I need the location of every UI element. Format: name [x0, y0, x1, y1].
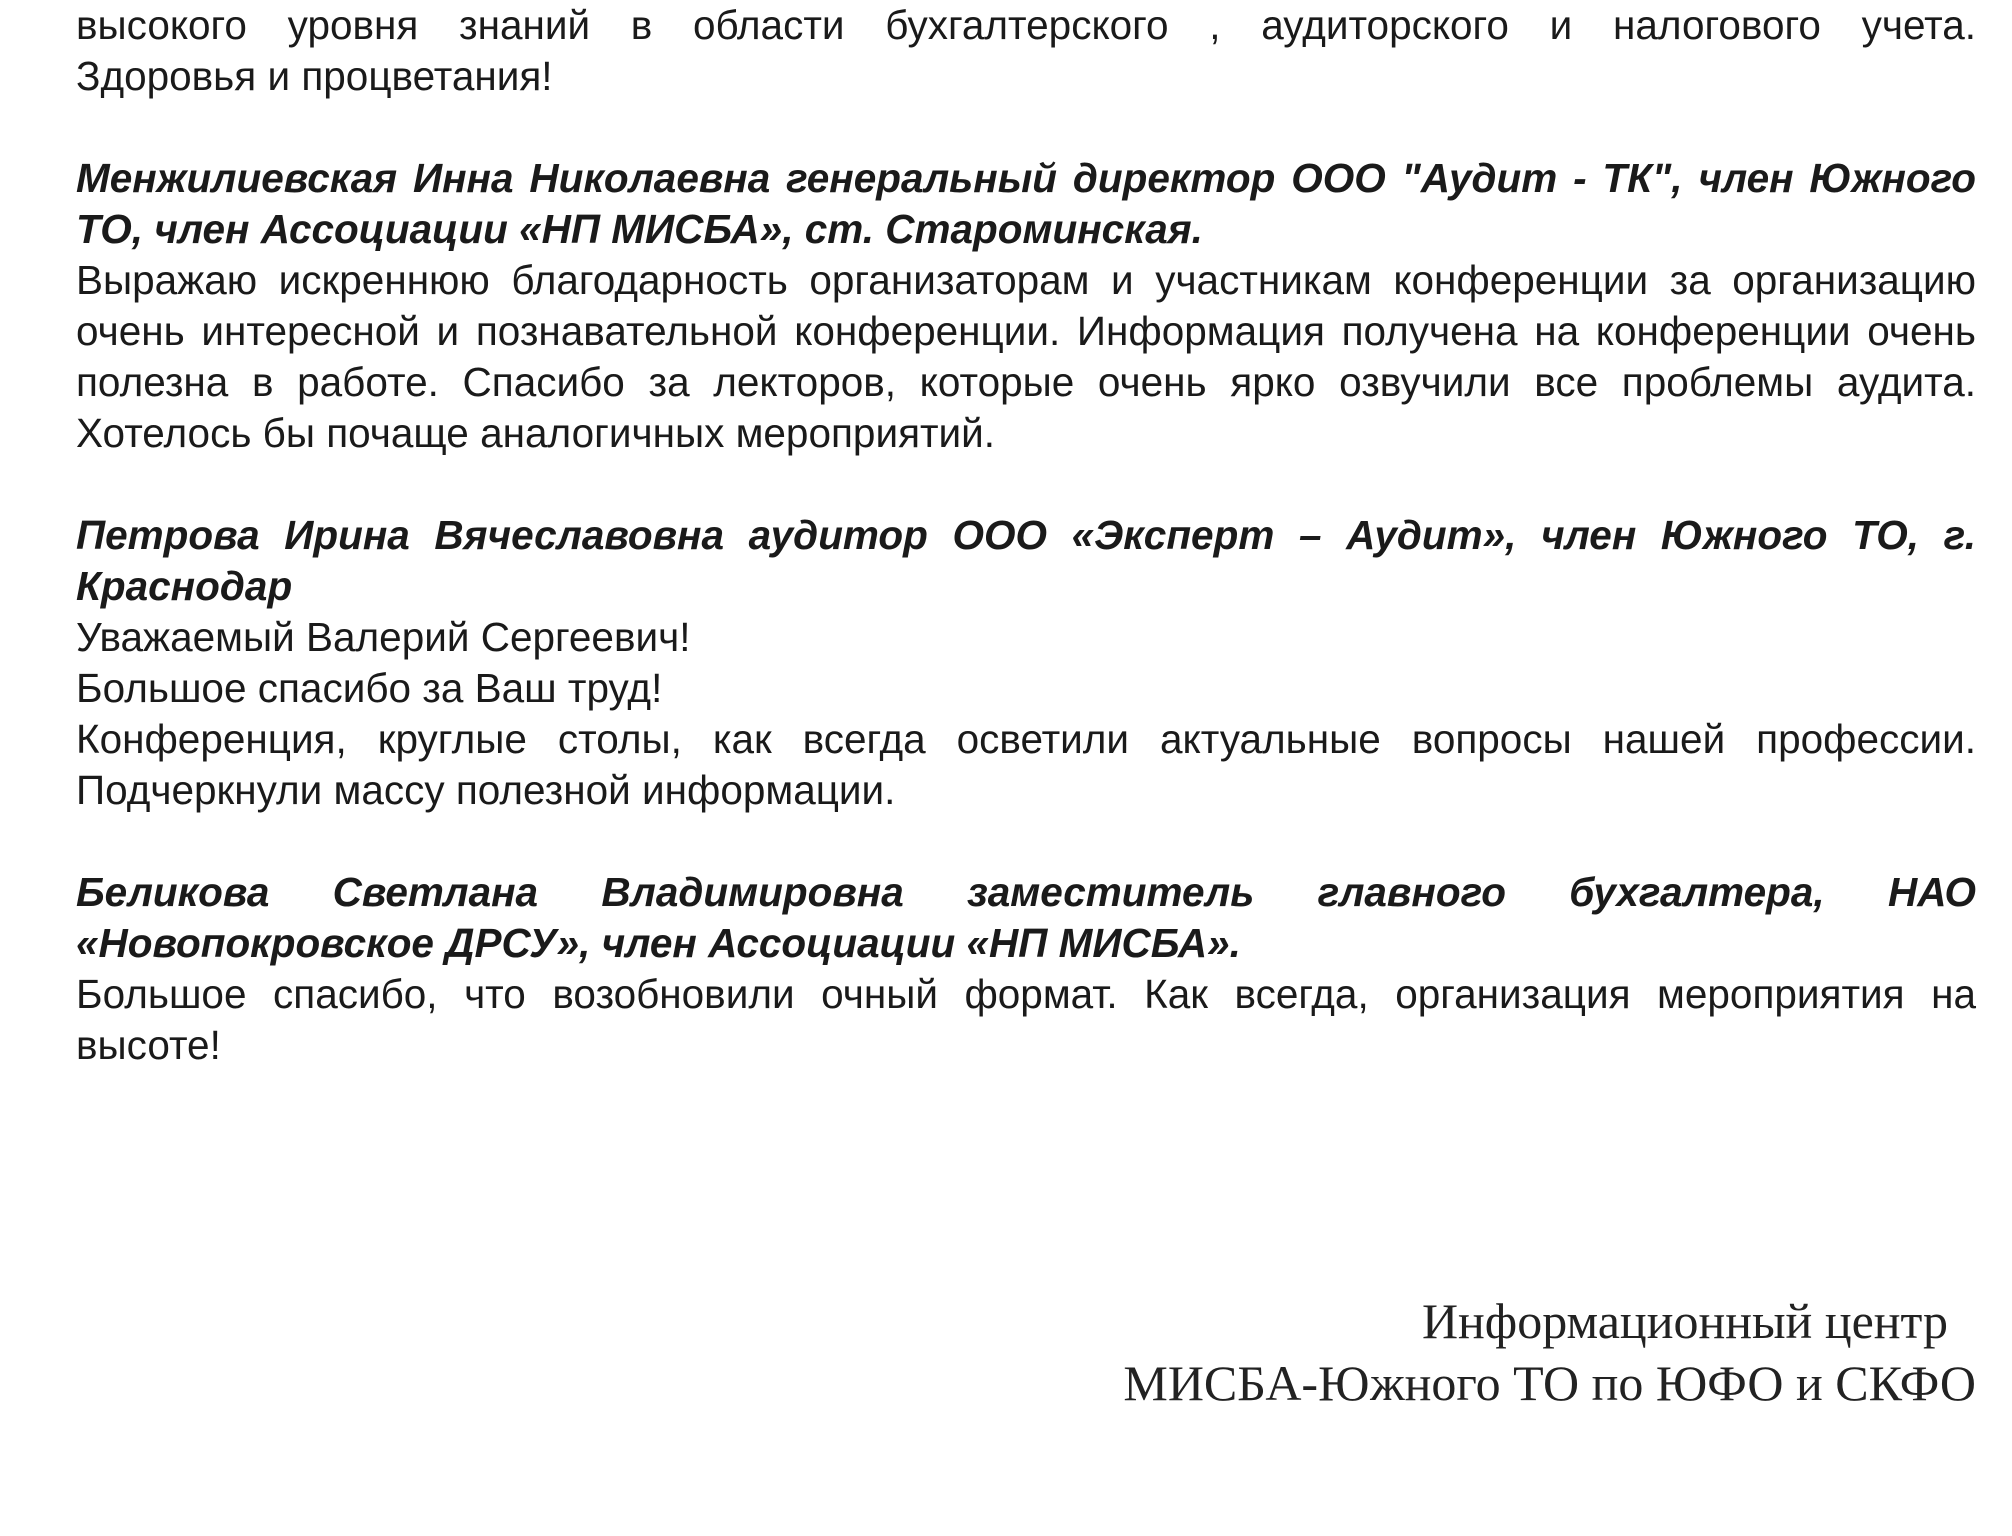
signature-line-2: МИСБА-Южного ТО по ЮФО и СКФО [1123, 1355, 1976, 1411]
document-page [76, 0, 1976, 1071]
intro-paragraph [76, 0, 1976, 51]
intro-text: высокого уровня знаний в области бухгалтерского , аудиторского и налогового учета. [76, 2, 1976, 48]
review-body-line: Уважаемый Валерий Сергеевич! [76, 614, 691, 660]
paragraph-gap [76, 102, 1976, 153]
signature-block [1123, 1290, 1976, 1414]
review-author: Беликова Светлана Владимировна заместитель главного бухгалтера, НАО «Новопокровское ДРСУ», член Ассоциации «НП МИСБА». [76, 869, 1976, 966]
review-body: Большое спасибо, что возобновили очный формат. Как всегда, организация мероприятия на высоте! [76, 971, 1976, 1068]
review-body: Выражаю искреннюю благодарность организаторам и участникам конференции за организацию очень интересной и познавательной конференции. Информация получена на конференции очень полезна в работе. Спасибо за лекторов, которые очень ярко озвучили все проблемы аудита. Хотелось бы почаще аналогичных мероприятий. [76, 257, 1976, 456]
paragraph-gap [76, 459, 1976, 510]
review-author: Петрова Ирина Вячеславовна аудитор ООО «Эксперт – Аудит», член Южного ТО, г. Краснодар [76, 512, 1976, 609]
review-author: Менжилиевская Инна Николаевна генеральный директор ООО "Аудит - ТК", член Южного ТО, член Ассоциации «НП МИСБА», ст. Староминская. [76, 155, 1976, 252]
review-body-line: Конференция, круглые столы, как всегда осветили актуальные вопросы нашей профессии. Подчеркнули массу полезной информации. [76, 716, 1976, 813]
intro-closing [76, 51, 1976, 102]
signature-line-1: Информационный центр [1421, 1293, 1948, 1349]
paragraph-gap [76, 816, 1976, 867]
review-body-line: Большое спасибо за Ваш труд! [76, 665, 663, 711]
intro-closing-text: Здоровья и процветания! [76, 53, 553, 99]
